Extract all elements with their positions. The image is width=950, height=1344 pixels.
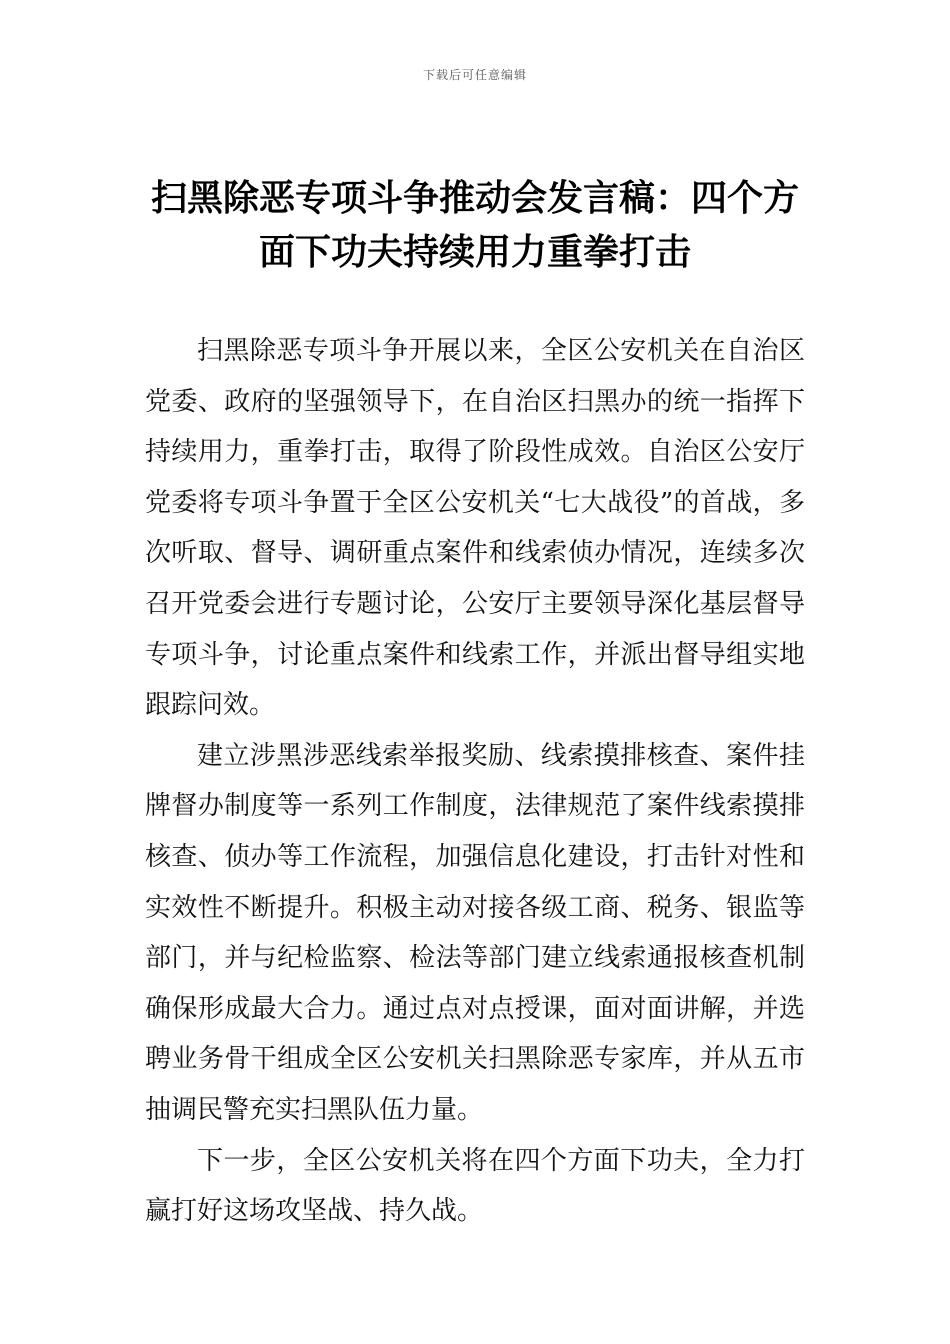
body-paragraph-1: 扫黑除恶专项斗争开展以来，全区公安机关在自治区党委、政府的坚强领导下，在自治区扫黑办的统一指挥下持续用力，重拳打击，取得了阶段性成效。自治区公安厅党委将专项斗争置于全区公安机关“七大战役”的首战，多次听取、督导、调研重点案件和线索侦办情况，连续多次召开党委会进行专题讨论，公安厅主要领导深化基层督导专项斗争，讨论重点案件和线索工作，并派出督导组实地跟踪问效。 (145, 336, 805, 721)
title-line-2: 面下功夫持续用力重拳打击 (258, 232, 691, 273)
body-paragraph-2: 建立涉黑涉恶线索举报奖励、线索摸排核查、案件挂牌督办制度等一系列工作制度，法律规范了案件线索摸排核查、侦办等工作流程，加强信息化建设，打击针对性和实效性不断提升。积极主动对接各级工商、税务、银监等部门，并与纪检监察、检法等部门建立线索通报核查机制确保形成最大合力。通过点对点授课，面对面讲解，并选聘业务骨干组成全区公安机关扫黑除恶专家库，并从五市抽调民警充实扫黑队伍力量。 (145, 740, 805, 1125)
document-body (145, 326, 805, 1237)
document-title (145, 172, 805, 280)
title-line-1: 扫黑除恶专项斗争推动会发言稿：四个方 (150, 178, 799, 219)
body-paragraph-3: 下一步，全区公安机关将在四个方面下功夫，全力打赢打好这场攻坚战、持久战。 (145, 1145, 805, 1227)
header-note: 下载后可任意编辑 (422, 68, 527, 82)
